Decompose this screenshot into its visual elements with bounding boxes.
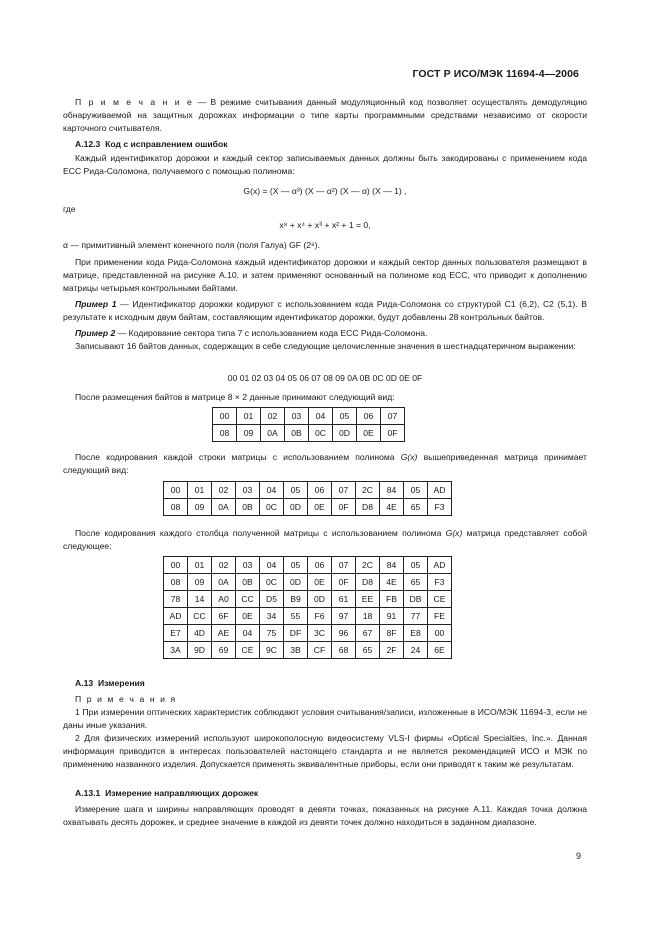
matrix-cell: 68 bbox=[332, 642, 356, 659]
matrix-cell: 4E bbox=[380, 499, 404, 516]
matrix-cell: CF bbox=[308, 642, 332, 659]
matrix-row bbox=[164, 499, 452, 516]
section-heading-a13 bbox=[63, 677, 587, 690]
matrix-cell: 06 bbox=[357, 408, 381, 425]
matrix-cell: F3 bbox=[428, 574, 452, 591]
matrix-cell: 78 bbox=[164, 591, 188, 608]
matrix-cell: D8 bbox=[356, 499, 380, 516]
example-1 bbox=[63, 298, 587, 324]
matrix-cell: 24 bbox=[404, 642, 428, 659]
example-label: Пример 2 bbox=[75, 328, 116, 338]
matrix-cell: 67 bbox=[356, 625, 380, 642]
matrix-cell: 0B bbox=[236, 574, 260, 591]
matrix-cell: 09 bbox=[237, 425, 261, 442]
matrix-cell: 4E bbox=[380, 574, 404, 591]
example-text: — Идентификатор дорожки кодируют с использованием кода Рида-Соломона со структурой С1 (6,2), С2 (5,1). В результате к исходным двум байтам, составляющим идентификатор дорожки, будут добавлены 28 контрольных байтов. bbox=[63, 299, 588, 322]
matrix-cell: E8 bbox=[404, 625, 428, 642]
matrix-cell: 6F bbox=[212, 608, 236, 625]
matrix-cell: 18 bbox=[356, 608, 380, 625]
note-label: П р и м е ч а н и е bbox=[75, 97, 194, 107]
matrix-cell: A0 bbox=[212, 591, 236, 608]
matrix-cell: 09 bbox=[188, 574, 212, 591]
matrix-cell: DB bbox=[404, 591, 428, 608]
matrix-cell: 9D bbox=[188, 642, 212, 659]
note-text: — В режиме считывания данный модуляционный код позволяет осуществлять демодуляцию обнаруживаемой на защитных дорожках информации о типе карты программными средствами независимо от скорости карточного считывателя. bbox=[63, 97, 588, 133]
example-2 bbox=[63, 327, 587, 340]
matrix-cell: 4D bbox=[188, 625, 212, 642]
matrix-cell: 3A bbox=[164, 642, 188, 659]
matrix-cell: 2C bbox=[356, 557, 380, 574]
notes-label: П р и м е ч а н и я bbox=[75, 694, 177, 704]
matrix-cell: FE bbox=[428, 608, 452, 625]
note-a13-2: 2 Для физических измерений используют широкополосную видеосистему VLS-I фирмы «Optical Specialties, Inc.». Данная информация приводится в интересах пользователей настоящего стандарта и не является рекомендацией ИСО и МЭК по применению названного изделия. Допускается применять эквивалентные приборы, если они приводят к таким же результатам. bbox=[63, 733, 587, 769]
matrix-row bbox=[213, 408, 405, 425]
matrix-cell: 0C bbox=[260, 574, 284, 591]
note-block-1 bbox=[63, 96, 587, 135]
matrix-cell: 05 bbox=[333, 408, 357, 425]
paragraph-measure: Измерение шага и ширины направляющих проводят в девяти точках, показанных на рисунке А.11. Каждая точка должна охватывать десять дорожек, и среднее значение в каждой из девяти точек должно находиться в заданном диапазоне. bbox=[63, 804, 587, 827]
paragraph-apply: При применении кода Рида-Соломона каждый идентификатор дорожки и каждый сектор данных пользователя размещают в матрице, представленной на рисунке А.10, и затем применяют основанный на полиноме код ЕСС, что приводит к дополнению матрицы четырьмя контрольными байтами. bbox=[63, 257, 587, 293]
matrix-cell: 00 bbox=[213, 408, 237, 425]
matrix-cell: 06 bbox=[308, 557, 332, 574]
matrix-cell: 75 bbox=[260, 625, 284, 642]
matrix-cell: 08 bbox=[213, 425, 237, 442]
paragraph-record: Записывают 16 байтов данных, содержащих в себе следующие целочисленные значения в шестнадцатеричном выражении: bbox=[75, 341, 576, 351]
matrix-cell: D8 bbox=[356, 574, 380, 591]
matrix-cell: 0D bbox=[284, 499, 308, 516]
page-number: 9 bbox=[575, 851, 581, 861]
matrix-cell: 01 bbox=[188, 557, 212, 574]
matrix-cell: 0E bbox=[308, 499, 332, 516]
matrix-cell: 2C bbox=[356, 482, 380, 499]
matrix-cell: 09 bbox=[188, 499, 212, 516]
matrix-cell: 0B bbox=[236, 499, 260, 516]
matrix-cell: 0C bbox=[260, 499, 284, 516]
matrix-cell: 03 bbox=[236, 557, 260, 574]
matrix-cell: AD bbox=[428, 482, 452, 499]
hex-sequence: 00 01 02 03 04 05 06 07 08 09 0A 0B 0C 0D 0E 0F bbox=[227, 373, 423, 383]
matrix-cell: DF bbox=[284, 625, 308, 642]
matrix-cell: 01 bbox=[237, 408, 261, 425]
matrix-cell: 0F bbox=[381, 425, 405, 442]
matrix-cell: 04 bbox=[236, 625, 260, 642]
matrix-cell: 14 bbox=[188, 591, 212, 608]
matrix-cell: 07 bbox=[332, 482, 356, 499]
matrix-cell: 65 bbox=[404, 574, 428, 591]
matrix-cell: EE bbox=[356, 591, 380, 608]
matrix-cell: 84 bbox=[380, 557, 404, 574]
matrix-row bbox=[164, 557, 452, 574]
formula-g-of-x: G(x) = (X — α³) (X — α²) (X — α) (X — 1) , bbox=[243, 186, 407, 196]
matrix-cell: AD bbox=[164, 608, 188, 625]
matrix-cell: AE bbox=[212, 625, 236, 642]
matrix-cell: 8F bbox=[380, 625, 404, 642]
matrix-row bbox=[164, 608, 452, 625]
matrix-cell: 96 bbox=[332, 625, 356, 642]
section-number: А.13 bbox=[75, 678, 94, 688]
matrix-cell: B9 bbox=[284, 591, 308, 608]
matrix-cell: F3 bbox=[428, 499, 452, 516]
example-text: — Кодирование сектора типа 7 с использованием кода ЕСС Рида-Соломона. bbox=[115, 328, 428, 338]
matrix-cell: 0D bbox=[308, 591, 332, 608]
document-header: ГОСТ Р ИСО/МЭК 11694-4—2006 bbox=[412, 68, 579, 80]
matrix-cell: 00 bbox=[164, 482, 188, 499]
example-label: Пример 1 bbox=[75, 299, 117, 309]
matrix-cell: CC bbox=[188, 608, 212, 625]
paragraph-after-rows: После кодирования каждой строки матрицы с использованием полинома G(x) вышеприведенная матрица принимает следующий вид: bbox=[63, 452, 587, 475]
section-heading-a12-3 bbox=[63, 138, 587, 151]
matrix-cell: 0E bbox=[357, 425, 381, 442]
matrix-cell: E7 bbox=[164, 625, 188, 642]
matrix-cell: 97 bbox=[332, 608, 356, 625]
matrix-cell: CE bbox=[428, 591, 452, 608]
matrix-cell: CE bbox=[236, 642, 260, 659]
matrix-cell: 0A bbox=[212, 574, 236, 591]
matrix-cell: 02 bbox=[212, 557, 236, 574]
paragraph-after-cols: После кодирования каждого столбца полученной матрицы с использованием полинома G(x) матрица представляет собой следующее: bbox=[63, 528, 587, 551]
matrix-cell: 61 bbox=[332, 591, 356, 608]
matrix-cell: 2F bbox=[380, 642, 404, 659]
matrix-cell: 0B bbox=[285, 425, 309, 442]
matrix-cell: 05 bbox=[284, 557, 308, 574]
matrix-cell: 00 bbox=[164, 557, 188, 574]
paragraph-after-place: После размещения байтов в матрице 8 × 2 данные принимают следующий вид: bbox=[75, 392, 395, 402]
matrix-fully-encoded bbox=[163, 556, 452, 659]
formula-generator bbox=[63, 185, 587, 198]
matrix-cell: 03 bbox=[285, 408, 309, 425]
section-number: А.12.3 bbox=[75, 139, 101, 149]
matrix-cell: AD bbox=[428, 557, 452, 574]
matrix-row bbox=[213, 425, 405, 442]
matrix-cell: 02 bbox=[261, 408, 285, 425]
matrix-cell: 05 bbox=[404, 482, 428, 499]
matrix-cell: 04 bbox=[260, 482, 284, 499]
matrix-row bbox=[164, 642, 452, 659]
matrix-cell: 05 bbox=[404, 557, 428, 574]
matrix-cell: 91 bbox=[380, 608, 404, 625]
matrix-row bbox=[164, 574, 452, 591]
matrix-cell: 08 bbox=[164, 499, 188, 516]
where-label: где bbox=[63, 204, 76, 214]
matrix-cell: 6E bbox=[428, 642, 452, 659]
matrix-cell: 04 bbox=[309, 408, 333, 425]
matrix-cell: 08 bbox=[164, 574, 188, 591]
section-title: Код с исправлением ошибок bbox=[105, 139, 228, 149]
matrix-cell: 0D bbox=[333, 425, 357, 442]
matrix-cell: 05 bbox=[284, 482, 308, 499]
matrix-cell: 9C bbox=[260, 642, 284, 659]
section-number: А.13.1 bbox=[75, 788, 101, 798]
matrix-cell: F6 bbox=[308, 608, 332, 625]
matrix-cell: 00 bbox=[428, 625, 452, 642]
matrix-cell: 03 bbox=[236, 482, 260, 499]
matrix-row bbox=[164, 625, 452, 642]
matrix-cell: 84 bbox=[380, 482, 404, 499]
matrix-8x2 bbox=[212, 407, 405, 442]
matrix-cell: 0D bbox=[284, 574, 308, 591]
matrix-cell: 77 bbox=[404, 608, 428, 625]
matrix-cell: 0C bbox=[309, 425, 333, 442]
matrix-cell: 04 bbox=[260, 557, 284, 574]
matrix-cell: 0A bbox=[261, 425, 285, 442]
matrix-cell: 55 bbox=[284, 608, 308, 625]
matrix-cell: 3B bbox=[284, 642, 308, 659]
matrix-cell: 34 bbox=[260, 608, 284, 625]
matrix-row bbox=[164, 482, 452, 499]
paragraph-intro: Каждый идентификатор дорожки и каждый сектор записываемых данных должны быть закодированы с применением кода ЕСС Рида-Соломона, получаемого с помощью полинома: bbox=[63, 153, 587, 176]
alpha-definition: α — примитивный элемент конечного поля (поля Галуа) GF (2⁸). bbox=[63, 240, 320, 250]
matrix-cell: 69 bbox=[212, 642, 236, 659]
matrix-cell: 0E bbox=[236, 608, 260, 625]
matrix-cell: 02 bbox=[212, 482, 236, 499]
matrix-cell: 0A bbox=[212, 499, 236, 516]
matrix-cell: FB bbox=[380, 591, 404, 608]
section-title: Измерения bbox=[97, 678, 145, 688]
matrix-row bbox=[164, 591, 452, 608]
section-title: Измерение направляющих дорожек bbox=[105, 788, 259, 798]
matrix-cell: 0F bbox=[332, 499, 356, 516]
matrix-cell: 0E bbox=[308, 574, 332, 591]
matrix-cell: 65 bbox=[356, 642, 380, 659]
note-a13-1: 1 При измерении оптических характеристик соблюдают условия считывания/записи, изложенные в ИСО/МЭК 11694-3, если не даны иные указания. bbox=[63, 707, 587, 730]
matrix-cell: D5 bbox=[260, 591, 284, 608]
matrix-cell: 01 bbox=[188, 482, 212, 499]
matrix-cell: 07 bbox=[381, 408, 405, 425]
formula-field bbox=[63, 219, 587, 232]
matrix-cell: 0F bbox=[332, 574, 356, 591]
matrix-cell: 07 bbox=[332, 557, 356, 574]
matrix-cell: 3C bbox=[308, 625, 332, 642]
matrix-rows-encoded bbox=[163, 481, 452, 516]
matrix-cell: CC bbox=[236, 591, 260, 608]
matrix-cell: 06 bbox=[308, 482, 332, 499]
section-heading-a13-1 bbox=[63, 787, 587, 800]
matrix-cell: 65 bbox=[404, 499, 428, 516]
formula-primitive-poly: x⁸ + x⁴ + x³ + x² + 1 = 0, bbox=[279, 220, 371, 230]
